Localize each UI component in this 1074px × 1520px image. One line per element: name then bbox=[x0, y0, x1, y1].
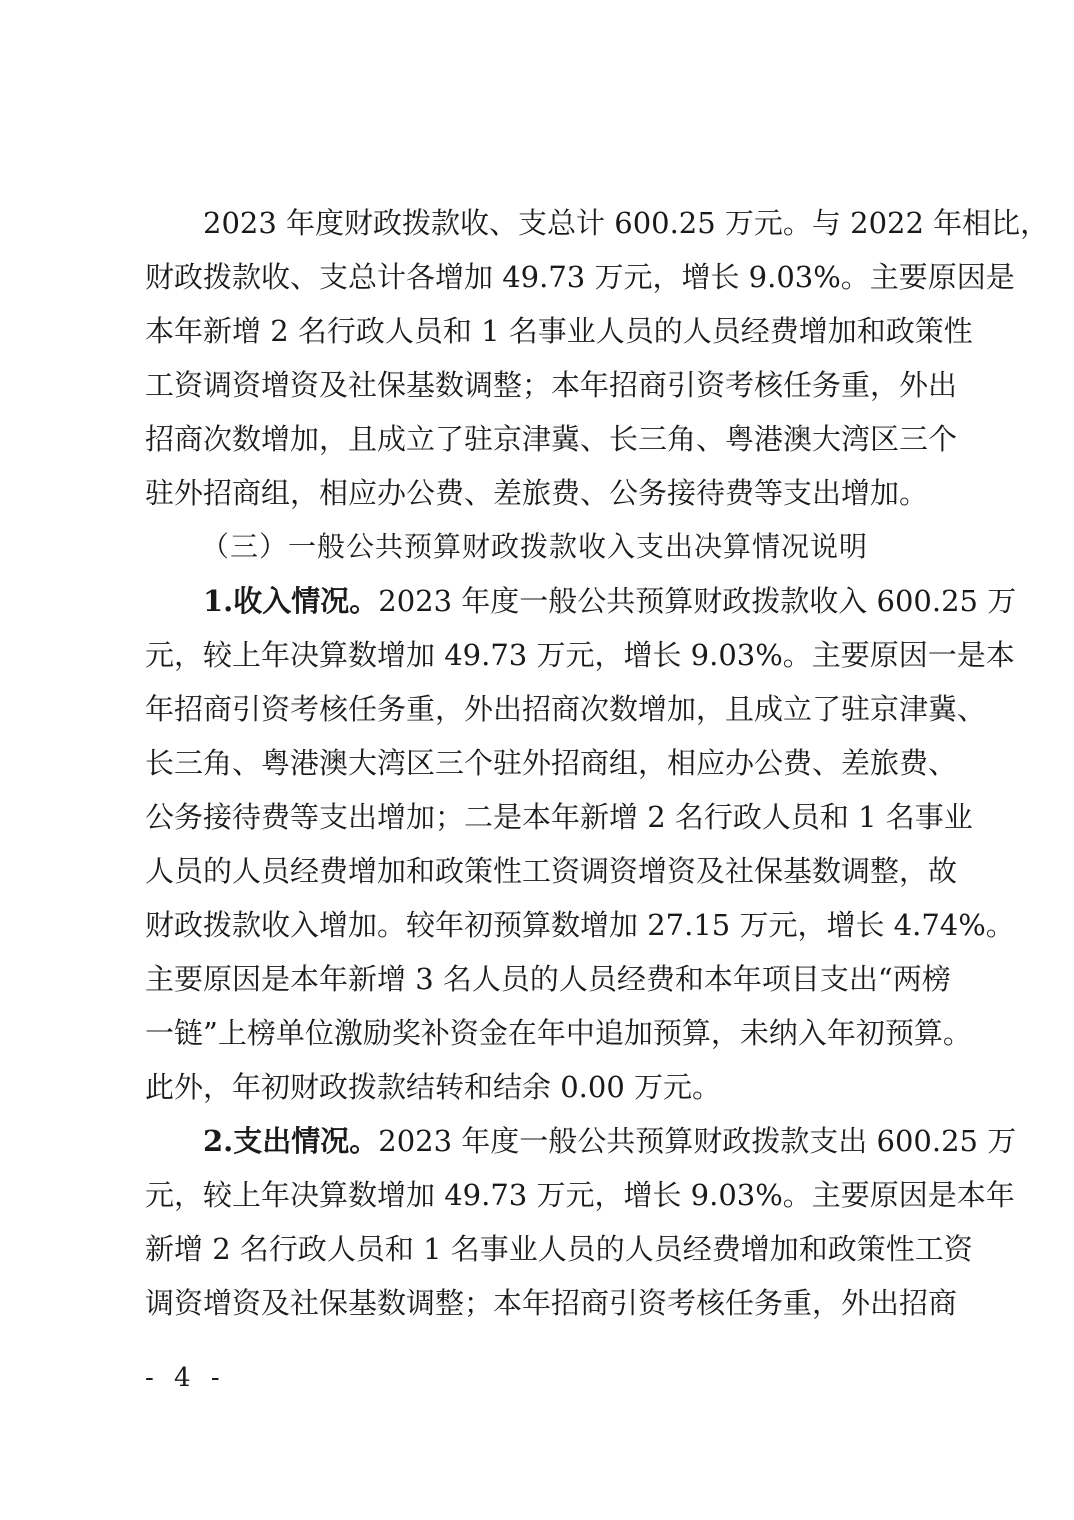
text-line: 调资增资及社保基数调整；本年招商引资考核任务重，外出招商 bbox=[145, 1286, 958, 1320]
text-line bbox=[145, 1114, 1017, 1168]
text-line: 元，较上年决算数增加 49.73 万元，增长 9.03%。主要原因是本年 bbox=[145, 1178, 1015, 1212]
text-line: 2023 年度财政拨款收、支总计 600.25 万元。与 2022 年相比， bbox=[203, 206, 1050, 240]
expense-first-line: 2023 年度一般公共预算财政拨款支出 600.25 万 bbox=[378, 1124, 1017, 1158]
text-line: 本年新增 2 名行政人员和 1 名事业人员的人员经费增加和政策性 bbox=[145, 314, 973, 348]
expense-lead: 2.支出情况。 bbox=[203, 1124, 379, 1158]
text-line: 财政拨款收入增加。较年初预算数增加 27.15 万元，增长 4.74%。 bbox=[145, 908, 1015, 942]
document-body bbox=[145, 196, 1050, 1330]
text-line: 一链”上榜单位激励奖补资金在年中追加预算，未纳入年初预算。 bbox=[145, 1016, 972, 1050]
text-line: 人员的人员经费增加和政策性工资调资增资及社保基数调整，故 bbox=[145, 854, 958, 888]
text-line: 长三角、粤港澳大湾区三个驻外招商组，相应办公费、差旅费、 bbox=[145, 746, 958, 780]
text-line: 驻外招商组，相应办公费、差旅费、公务接待费等支出增加。 bbox=[145, 476, 929, 510]
text-line: 年招商引资考核任务重，外出招商次数增加，且成立了驻京津冀、 bbox=[145, 692, 987, 726]
income-first-line: 2023 年度一般公共预算财政拨款收入 600.25 万 bbox=[378, 584, 1017, 618]
section-heading: （三）一般公共预算财政拨款收入支出决算情况说明 bbox=[201, 530, 869, 563]
paragraph-expense bbox=[145, 1114, 1017, 1330]
text-line: 此外，年初财政拨款结转和结余 0.00 万元。 bbox=[145, 1070, 722, 1104]
text-line: 财政拨款收、支总计各增加 49.73 万元，增长 9.03%。主要原因是 bbox=[145, 260, 1015, 294]
text-line: 招商次数增加，且成立了驻京津冀、长三角、粤港澳大湾区三个 bbox=[145, 422, 958, 456]
text-line: 新增 2 名行政人员和 1 名事业人员的人员经费增加和政策性工资 bbox=[145, 1232, 973, 1266]
page-number: - 4 - bbox=[145, 1363, 226, 1393]
text-line: 公务接待费等支出增加；二是本年新增 2 名行政人员和 1 名事业 bbox=[145, 800, 973, 834]
text-line bbox=[145, 574, 1017, 628]
paragraph-income bbox=[145, 574, 1017, 1114]
text-line: 工资调资增资及社保基数调整；本年招商引资考核任务重，外出 bbox=[145, 368, 958, 402]
text-line: 主要原因是本年新增 3 名人员的人员经费和本年项目支出“两榜 bbox=[145, 962, 951, 996]
paragraph-financial-totals bbox=[145, 196, 1050, 520]
income-lead: 1.收入情况。 bbox=[203, 584, 379, 618]
text-line: 元，较上年决算数增加 49.73 万元，增长 9.03%。主要原因一是本 bbox=[145, 638, 1015, 672]
